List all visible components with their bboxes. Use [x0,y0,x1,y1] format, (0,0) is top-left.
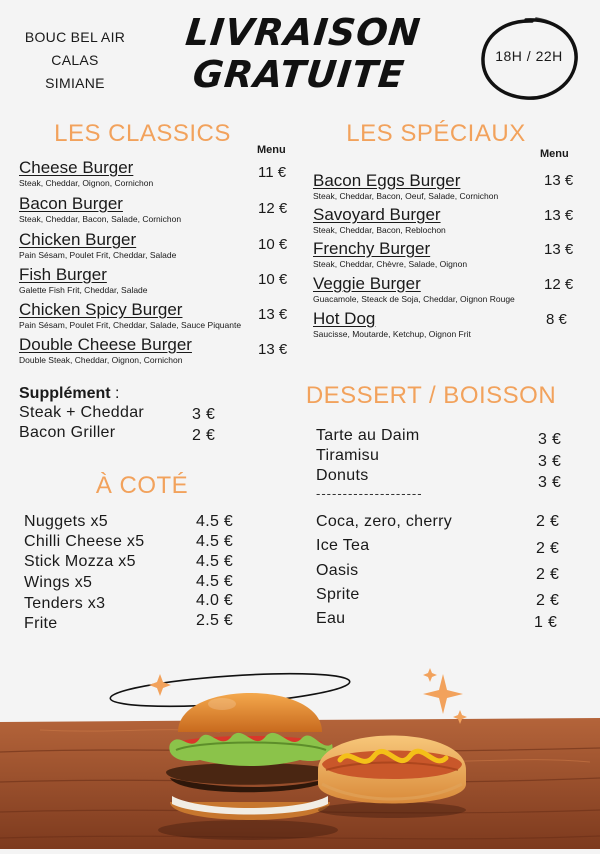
menu-item-name: Hot Dog [313,309,376,328]
supplement-price: 3 € [192,406,216,423]
side-price: 4.5 € [196,533,234,550]
menu-item-name: Bacon Burger [19,194,123,213]
menu-item-description: Saucisse, Moutarde, Ketchup, Oignon Frit [313,329,471,339]
side-price: 4.0 € [196,592,234,609]
delivery-towns [8,26,142,95]
menu-item-description: Steak, Cheddar, Bacon, Salade, Cornichon [19,214,182,224]
menu-item-description: Steak, Cheddar, Chèvre, Salade, Oignon [313,259,468,269]
dessert-name: Donuts [316,467,369,484]
menu-item [313,171,498,202]
opening-hours: 18H / 22H [495,48,563,64]
drink-price: 2 € [536,566,560,583]
menu-item [19,265,148,296]
menu-item-price: 12 € [258,200,288,217]
drink-price: 2 € [536,540,560,557]
dessert-title: DESSERT / BOISSON [305,382,557,409]
menu-item-description: Steak, Cheddar, Oignon, Cornichon [19,178,154,188]
menu-item-name: Fish Burger [19,265,107,284]
dessert-price: 3 € [538,453,562,470]
town-name: SIMIANE [45,75,105,91]
supplement-name: Steak + Cheddar [19,404,145,421]
town-name: CALAS [51,52,99,68]
drink-price: 2 € [536,592,560,609]
dessert-name: Tarte au Daim [316,427,420,444]
dessert-price: 3 € [538,431,562,448]
speciaux-title: LES SPÉCIAUX [346,120,526,147]
food-scene [0,660,600,849]
side-price: 4.5 € [196,553,234,570]
menu-item [19,300,241,331]
side-name: Tenders x3 [24,595,106,612]
menu-item-price: 13 € [544,207,574,224]
menu-item-description: Steak, Cheddar, Bacon, Reblochon [313,225,446,235]
menu-item-price: 8 € [546,311,567,328]
menu-item [19,335,192,366]
menu-item [313,274,515,305]
menu-item [19,230,176,261]
menu-item [313,309,471,340]
menu-item-name: Chicken Burger [19,230,137,249]
side-name: Stick Mozza x5 [24,553,136,570]
supplement-price: 2 € [192,427,216,444]
menu-item-name: Savoyard Burger [313,205,441,224]
side-name: Nuggets x5 [24,513,108,530]
menu-item [313,239,467,270]
menu-item [19,158,153,189]
menu-item-description: Steak, Cheddar, Bacon, Oeuf, Salade, Cornichon [313,191,499,201]
side-name: Wings x5 [24,574,93,591]
town-name: BOUC BEL AIR [24,29,126,45]
speciaux-menu-label: Menu [540,148,569,160]
sparkles-icon [423,668,467,724]
menu-item-description: Pain Sésam, Poulet Frit, Cheddar, Salade [19,250,177,260]
menu-item-name: Frenchy Burger [313,239,431,258]
headline [146,12,457,96]
menu-item-name: Bacon Eggs Burger [313,171,461,190]
menu-item-name: Veggie Burger [313,274,421,293]
drink-price: 1 € [534,614,558,631]
headline-line-1: LIVRAISON [183,11,423,54]
side-name: Chilli Cheese x5 [24,533,145,550]
menu-item-price: 13 € [258,341,288,358]
headline-line-2: GRATUITE [190,53,407,96]
menu-item-description: Pain Sésam, Poulet Frit, Cheddar, Salade, Sauce Piquante [19,320,242,330]
hours-badge [476,14,582,104]
supplement-colon: : [110,385,120,402]
menu-item [313,205,446,236]
drink-name: Sprite [316,586,360,603]
menu-item-price: 13 € [544,241,574,258]
hotdog-illustration [318,736,466,819]
supplement-heading [19,385,119,403]
menu-item-price: 10 € [258,236,288,253]
menu-item-price: 11 € [258,164,287,181]
menu-item-price: 13 € [258,306,288,323]
dessert-price: 3 € [538,474,562,491]
drink-price: 2 € [536,513,560,530]
sparkle-icon [149,674,171,696]
side-name: Frite [24,615,58,632]
side-price: 4.5 € [196,513,234,530]
drink-name: Eau [316,610,346,627]
side-price: 2.5 € [196,612,234,629]
food-illustration [0,660,600,849]
cote-title: À COTÉ [95,472,189,499]
classics-title: LES CLASSICS [54,120,231,147]
drink-name: Oasis [316,562,359,579]
menu-item-description: Galette Fish Frit, Cheddar, Salade [19,285,148,295]
supplement-name: Bacon Griller [19,424,116,441]
dessert-name: Tiramisu [316,447,380,464]
menu-item-price: 13 € [544,172,574,189]
drink-name: Ice Tea [316,537,370,554]
menu-item-price: 12 € [544,276,574,293]
menu-item-description: Double Steak, Cheddar, Oignon, Cornichon [19,355,183,365]
classics-menu-label: Menu [257,144,286,156]
side-price: 4.5 € [196,573,234,590]
menu-item-name: Chicken Spicy Burger [19,300,183,319]
menu-item-price: 10 € [258,271,288,288]
menu-item [19,194,181,225]
supplement-title: Supplément [19,385,111,402]
menu-item-name: Cheese Burger [19,158,134,177]
menu-item-name: Double Cheese Burger [19,335,192,354]
drink-name: Coca, zero, cherry [316,513,453,530]
menu-item-description: Guacamole, Steack de Soja, Cheddar, Oignon Rouge [313,294,515,304]
menu-separator: -------------------- [316,486,423,501]
